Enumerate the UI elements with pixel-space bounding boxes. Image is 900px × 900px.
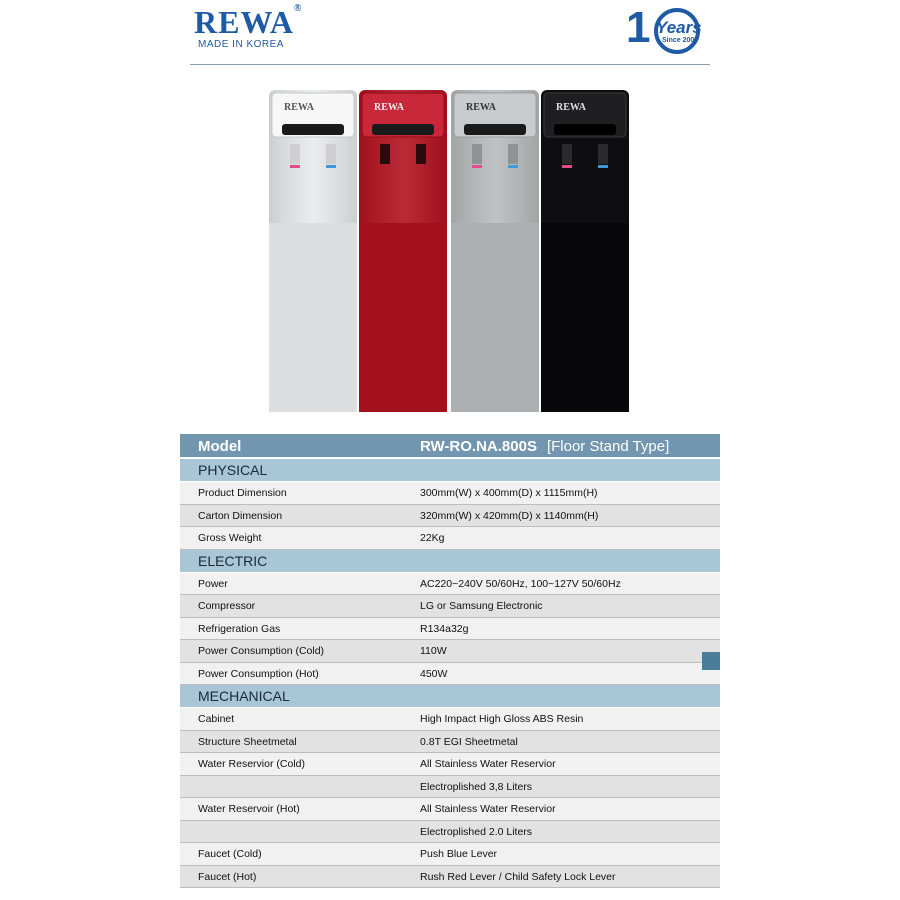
- spec-value: 0.8T EGI Sheetmetal: [420, 735, 518, 748]
- dispenser-black: [541, 90, 629, 412]
- spec-value: LG or Samsung Electronic: [420, 600, 543, 612]
- table-row: [180, 731, 720, 754]
- table-row: [180, 776, 720, 799]
- model-value: [420, 438, 669, 455]
- table-row: [180, 821, 720, 844]
- dispenser-white: [269, 90, 357, 412]
- spec-key: Structure Sheetmetal: [198, 735, 297, 748]
- spec-key: Refrigeration Gas: [198, 622, 281, 635]
- logo-tagline: MADE IN KOREA: [198, 39, 284, 50]
- table-row: [180, 527, 720, 550]
- spec-value: Rush Red Lever / Child Safety Lock Lever: [420, 870, 616, 883]
- anniversary-number: 1: [626, 3, 651, 52]
- section-title: ELECTRIC: [198, 552, 268, 569]
- spec-value: All Stainless Water Reservior: [420, 803, 556, 815]
- dispenser-red: [359, 90, 447, 412]
- spec-value: Electroplished 3,8 Liters: [420, 780, 533, 793]
- spec-value: All Stainless Water Reservior: [420, 758, 556, 770]
- logo-registered-mark: ®: [294, 3, 303, 14]
- table-row: [180, 595, 720, 618]
- spec-value: 300mm(W) x 400mm(D) x 1115mm(H): [420, 487, 598, 499]
- table-row: [180, 640, 720, 663]
- logo-name: REWA: [194, 4, 295, 40]
- spec-value: Electroplished 2.0 Liters: [420, 825, 533, 838]
- table-row: [180, 798, 720, 821]
- dispenser-badge-red: REWA: [374, 102, 405, 113]
- spec-value: 320mm(W) x 420mm(D) x 1140mm(H): [420, 509, 599, 522]
- header-divider: [190, 64, 710, 65]
- table-row: [180, 866, 720, 889]
- dispenser-badge-black: REWA: [556, 102, 587, 113]
- spec-key: Water Reservoir (Hot): [198, 803, 300, 815]
- table-row: [180, 753, 720, 776]
- spec-key: Faucet (Hot): [198, 870, 257, 883]
- dispenser-badge-silver: REWA: [466, 102, 497, 113]
- model-header-row: [180, 434, 720, 459]
- spec-key: Carton Dimension: [198, 509, 283, 522]
- section-title: PHYSICAL: [198, 462, 268, 478]
- anniversary-badge: [620, 4, 720, 60]
- section-electric: [180, 550, 720, 573]
- model-number: RW-RO.NA.800S: [420, 438, 537, 455]
- spec-value: 110W: [420, 645, 447, 657]
- section-mechanical: [180, 685, 720, 708]
- spec-value: AC220~240V 50/60Hz, 100~127V 50/60Hz: [420, 577, 621, 590]
- table-row: [180, 573, 720, 596]
- spec-key: Power Consumption (Cold): [198, 645, 325, 657]
- spec-key: Product Dimension: [198, 487, 287, 499]
- spec-key: Gross Weight: [198, 532, 262, 544]
- table-row: [180, 663, 720, 686]
- section-title: MECHANICAL: [198, 688, 290, 704]
- spec-key: Faucet (Cold): [198, 848, 262, 860]
- spec-value: High Impact High Gloss ABS Resin: [420, 713, 584, 725]
- spec-key: Power: [198, 577, 228, 590]
- dispenser-silver: [451, 90, 539, 412]
- table-row: [180, 618, 720, 641]
- anniversary-word: Years: [656, 18, 702, 37]
- spec-value: R134a32g: [420, 622, 469, 635]
- table-row: [180, 843, 720, 866]
- spec-key: Compressor: [198, 600, 256, 612]
- dispenser-badge-white: REWA: [284, 102, 315, 113]
- logo-wordmark: [194, 3, 303, 40]
- table-row: [180, 708, 720, 731]
- table-row: [180, 505, 720, 528]
- section-physical: [180, 459, 720, 482]
- product-image: [268, 88, 632, 414]
- table-row: [180, 482, 720, 505]
- spec-value: 450W: [420, 667, 448, 680]
- spec-key: Power Consumption (Hot): [198, 667, 319, 680]
- spec-table: [180, 434, 720, 888]
- spec-key: Water Reservior (Cold): [198, 758, 305, 770]
- spec-key: Cabinet: [198, 713, 235, 725]
- spec-value: Push Blue Lever: [420, 848, 498, 860]
- model-type: [Floor Stand Type]: [546, 438, 670, 455]
- side-tab-marker: [702, 652, 720, 670]
- spec-value: 22Kg: [420, 532, 445, 544]
- model-label: Model: [198, 438, 242, 455]
- anniversary-since: Since 2007: [662, 37, 699, 44]
